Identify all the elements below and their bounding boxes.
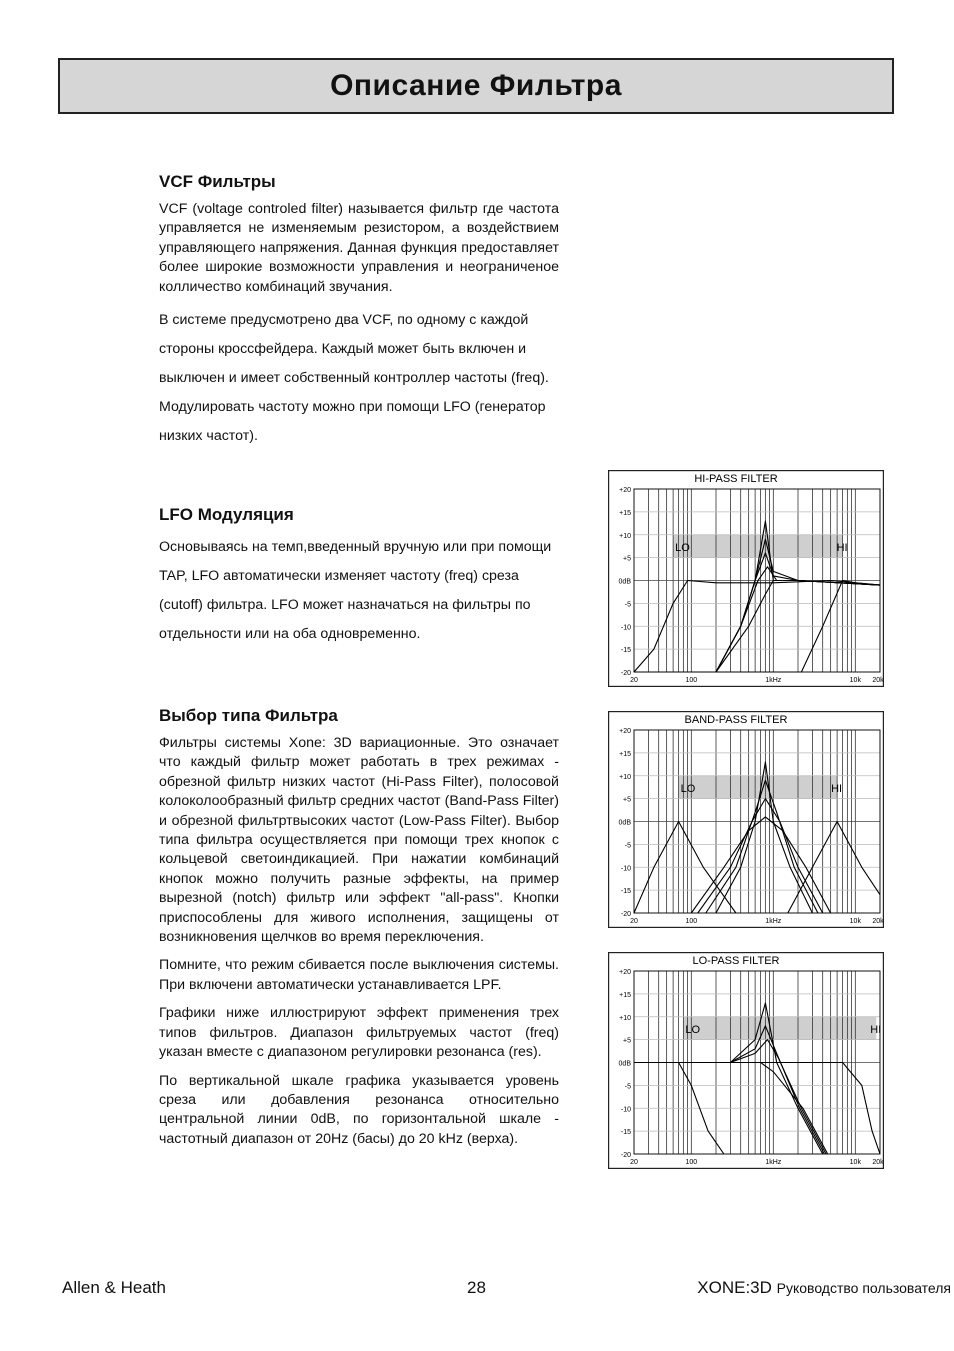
footer-manual-title — [697, 1278, 951, 1298]
y-tick-label: -20 — [620, 670, 631, 677]
band-pass-chart — [608, 711, 884, 928]
band-label-hi: HI — [836, 541, 848, 554]
band-label-lo: LO — [680, 782, 696, 795]
y-tick-label: -10 — [620, 1106, 631, 1114]
x-tick-label: 20k — [872, 677, 884, 684]
y-tick-label: -20 — [620, 1152, 631, 1159]
filter-type-paragraph-4: По вертикальной шкале графика указывается уровень среза или добавления резонанса относительно центральной линии 0dB, по горизонтальной шкале - частотный диапазон от 20Hz (басы) до 20 kHz (верха). — [159, 1072, 559, 1147]
y-tick-label: -10 — [620, 865, 631, 873]
vcf-section — [159, 172, 559, 451]
filter-type-paragraph-2: Помните, что режим сбивается после выключения системы. При включени автоматически устанавливается LPF. — [159, 957, 559, 993]
x-tick-label: 100 — [685, 677, 698, 684]
x-tick-label: 10k — [849, 1159, 861, 1166]
resonance-range-band — [673, 535, 842, 558]
resonance-range-band — [679, 776, 838, 799]
y-tick-label: +15 — [619, 991, 631, 999]
filter-type-paragraph-3: Графики ниже иллюстрируют эффект применения трех типов фильтров. Диапазон фильтруемых частот (freq) указан вместе с диапазоном регулировки резонанса (res). — [159, 1005, 559, 1061]
band-label-lo: LO — [685, 1023, 701, 1036]
x-tick-label: 20 — [630, 1159, 638, 1166]
footer-guide: Руководство пользователя — [776, 1280, 951, 1296]
lfo-heading: LFO Модуляция — [159, 505, 294, 524]
x-tick-label: 20 — [630, 677, 638, 684]
y-tick-label: -20 — [620, 911, 631, 918]
band-label-lo: LO — [675, 541, 690, 554]
footer-brand: Allen & Heath — [62, 1278, 166, 1297]
chart-title: LO-PASS FILTER — [692, 955, 780, 967]
y-tick-label: +10 — [619, 532, 631, 540]
footer-page-number: 28 — [467, 1278, 486, 1297]
filter-type-heading: Выбор типа Фильтра — [159, 706, 338, 725]
band-label-hi: HI — [870, 1023, 882, 1036]
x-tick-label: 20k — [872, 918, 884, 925]
hi-pass-chart — [608, 470, 884, 687]
y-tick-label: -5 — [624, 601, 631, 609]
x-tick-label: 100 — [685, 1159, 698, 1166]
x-tick-label: 10k — [849, 918, 861, 925]
y-tick-label: +5 — [623, 1037, 631, 1045]
y-tick-label: -5 — [624, 842, 631, 850]
y-tick-label: -15 — [620, 1129, 631, 1137]
x-tick-label: 1kHz — [765, 918, 782, 925]
y-tick-label: +15 — [619, 509, 631, 517]
footer-model: XONE:3D — [697, 1278, 772, 1297]
x-tick-label: 10k — [849, 677, 861, 684]
chart-title: BAND-PASS FILTER — [684, 714, 788, 726]
x-tick-label: 1kHz — [765, 1159, 782, 1166]
lfo-section — [159, 505, 559, 649]
x-tick-label: 20 — [630, 918, 638, 925]
vcf-heading: VCF Фильтры — [159, 172, 276, 191]
y-tick-label: -15 — [620, 888, 631, 896]
y-tick-label: -5 — [624, 1083, 631, 1091]
y-tick-label: -15 — [620, 647, 631, 655]
band-pass-chart-svg — [608, 711, 884, 928]
y-tick-label: +5 — [623, 555, 631, 563]
y-tick-label: +5 — [623, 796, 631, 804]
vcf-paragraph-2: В системе предусмотрено два VCF, по одному с каждой стороны кроссфейдера. Каждый может быть включен и выключен и имеет собственный контроллер частоты (freq). Модулировать частоту можно при помощи LFO (генератор низких частот). — [159, 312, 549, 445]
y-tick-label: -10 — [620, 624, 631, 632]
page-title: Описание Фильтра — [330, 69, 622, 102]
lo-pass-chart-svg — [608, 952, 884, 1169]
lo-pass-chart — [608, 952, 884, 1169]
hi-pass-chart-svg — [608, 470, 884, 687]
y-tick-label: +20 — [619, 487, 631, 494]
y-tick-label: +10 — [619, 773, 631, 781]
y-tick-label: 0dB — [618, 1060, 631, 1068]
x-tick-label: 1kHz — [765, 677, 782, 684]
y-tick-label: +20 — [619, 728, 631, 735]
y-tick-label: 0dB — [618, 819, 631, 827]
y-tick-label: 0dB — [618, 578, 631, 586]
lfo-paragraph-1: Основываясь на темп,введенный вручную или при помощи TAP, LFO автоматически изменяет частоту (freq) среза (cutoff) фильтра. LFO может назначаться на фильтры по отдельности или на оба одновременно. — [159, 539, 552, 642]
vcf-paragraph-1: VCF (voltage controled filter) называется фильтр где частота управляется не изменяемым резистором, а воздействием управляющего напряжения. Данная функция предоставляет более широкие возможности управления и неограниченое колличество комбинаций звучания. — [159, 201, 559, 295]
filter-type-section — [159, 706, 559, 1158]
filter-type-paragraph-1: Фильтры системы Xone: 3D вариационные. Это означает что каждый фильтр может работать в трех режимах - обрезной фильтр низких частот (Hi-Pass Filter), полосовой колоколообразный фильтр средних частот (Band-Pass Filter) и обрезной фильтртвысоких частот (Low-Pass Filter). Выбор типа фильтра осуществляется при помощи трех кнопок с кольцевой светоиндикацией. При нажатии комбинаций кнопок можно получить разные эффекты, на пример вырезной (notch) фильтр или эффект "all-pass". Кнопки приспособлены для живого исполнения, защищены от возникновения щелчков во время переключения. — [159, 735, 559, 946]
x-tick-label: 100 — [685, 918, 698, 925]
y-tick-label: +10 — [619, 1014, 631, 1022]
y-tick-label: +20 — [619, 969, 631, 976]
x-tick-label: 20k — [872, 1159, 884, 1166]
y-tick-label: +15 — [619, 750, 631, 758]
band-label-hi: HI — [831, 782, 843, 795]
page-title-bar — [58, 58, 894, 114]
chart-title: HI-PASS FILTER — [694, 473, 778, 485]
